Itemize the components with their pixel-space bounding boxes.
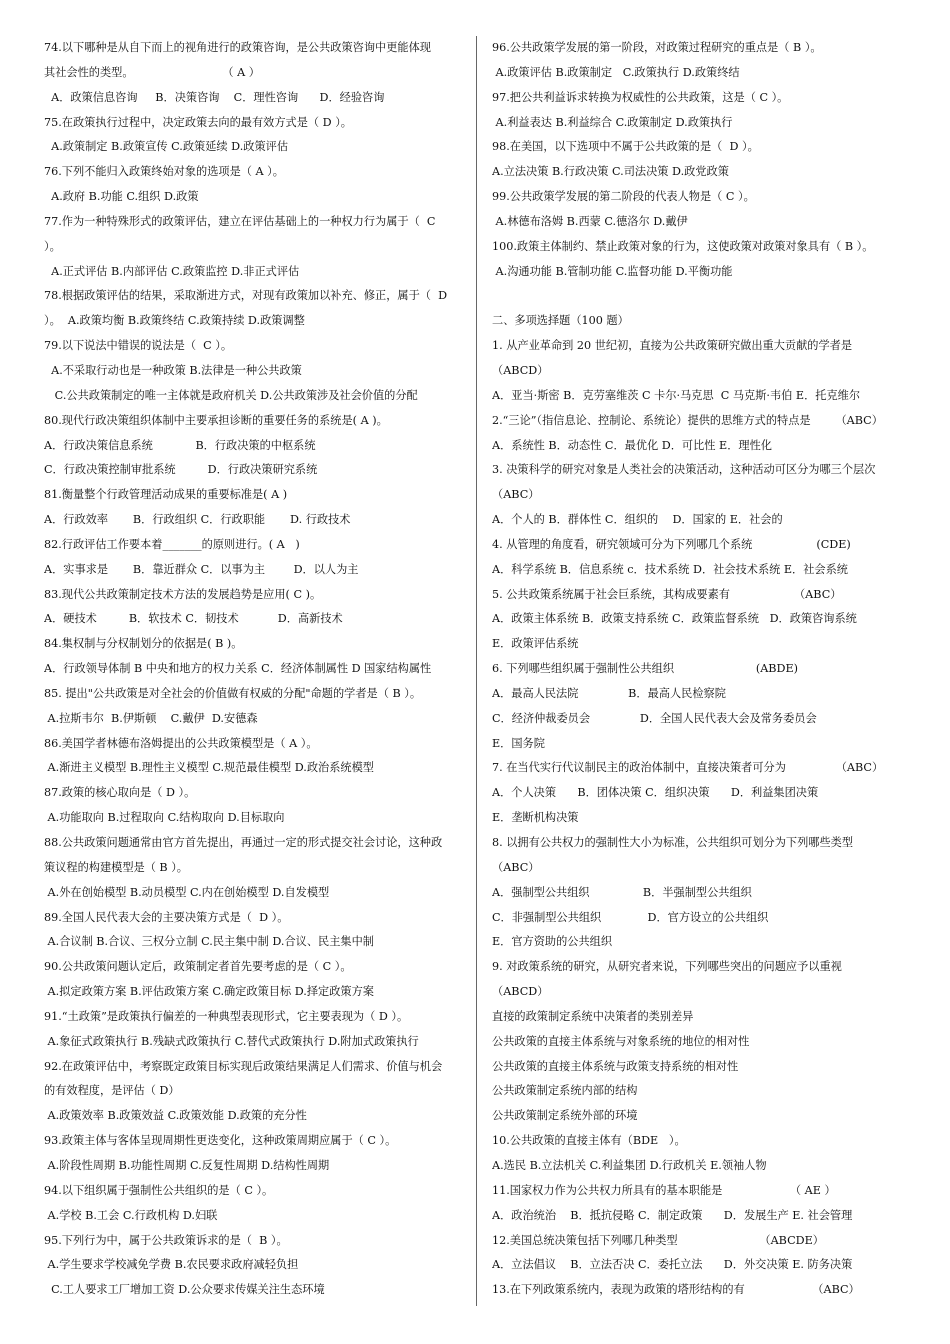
text-line: 80.现代行政决策组织体制中主要承担诊断的重要任务的系统是( A )。: [44, 413, 388, 427]
text-line: A.学生要求学校减免学费 B.农民要求政府减轻负担: [44, 1258, 299, 1272]
text-line: 公共政策的直接主体系统与对象系统的地位的相对性: [492, 1034, 750, 1048]
text-line: 策议程的构建模型是（ B ）。: [44, 860, 188, 874]
text-line: 93.政策主体与客体呈现周期性更迭变化，这种政策周期应属于（ C ）。: [44, 1134, 397, 1148]
text-line: 11.国家权力作为公共权力所具有的基本职能是 （ AE ）: [492, 1183, 836, 1197]
text-line: 98.在美国，以下选项中不属于公共政策的是（ D ）。: [492, 140, 759, 154]
text-line: 88.公共政策问题通常由官方首先提出，再通过一定的形式提交社会讨论，这种政: [44, 836, 443, 849]
text-line: A.功能取向 B.过程取向 C.结构取向 D.目标取向: [44, 811, 285, 825]
column-divider: [476, 36, 477, 1306]
text-line: A.合议制 B.合议、三权分立制 C.民主集中制 D.合议、民主集中制: [44, 935, 374, 949]
text-line: A.政策效率 B.政策效益 C.政策效能 D.政策的充分性: [44, 1109, 307, 1123]
left-column: [44, 36, 464, 1303]
text-line: 二、多项选择题（100 题）: [492, 314, 629, 328]
text-line: 75.在政策执行过程中，决定政策去向的最有效方式是（ D ）。: [44, 115, 352, 129]
text-line: 84.集权制与分权制划分的依据是( B )。: [44, 637, 243, 651]
text-line: 5. 公共政策系统属于社会巨系统，其构成要素有 （ABC）: [492, 587, 842, 601]
text-line: 76.下列不能归入政策终始对象的选项是（ A ）。: [44, 165, 284, 179]
text-line: A．强制型公共组织 B．半强制型公共组织: [492, 885, 752, 899]
text-line: 3. 决策科学的研究对象是人类社会的决策活动，这种活动可区分为哪三个层次: [492, 463, 876, 477]
text-line: 7. 在当代实行代议制民主的政治体制中，直接决策者可分为 （ABC）: [492, 761, 884, 775]
text-line: A．实事求是 B．靠近群众 C．以事为主 D．以人为主: [44, 562, 359, 576]
text-line: 的有效程度，是评估（ D）: [44, 1084, 180, 1098]
text-line: A．个人的 B．群体性 C．组织的 D．国家的 E．社会的: [492, 513, 783, 527]
right-column: [492, 36, 907, 1303]
text-line: A.沟通功能 B.管制功能 C.监督功能 D.平衡功能: [492, 264, 733, 278]
text-line: A.利益表达 B.利益综合 C.政策制定 D.政策执行: [492, 115, 733, 129]
text-line: （ABCD）: [492, 985, 549, 999]
text-line: A．立法倡议 B．立法否决 C．委托立法 D．外交决策 E. 防务决策: [492, 1258, 853, 1272]
text-line: 97.把公共利益诉求转换为权威性的公共政策，这是（ C ）。: [492, 90, 789, 104]
text-line: 100.政策主体制约、禁止政策对象的行为，这使政策对政策对象具有（ B ）。: [492, 239, 874, 253]
text-line: C．非强制型公共组织 D．官方设立的公共组织: [492, 910, 769, 924]
text-line: A.象征式政策执行 B.残缺式政策执行 C.替代式政策执行 D.附加式政策执行: [44, 1034, 419, 1048]
text-line: 公共政策制定系统外部的环境: [492, 1109, 638, 1123]
text-line: 74.以下哪种是从自下而上的视角进行的政策咨询，是公共政策咨询中更能体现: [44, 41, 431, 54]
text-line: A.渐进主义模型 B.理性主义模型 C.规范最佳模型 D.政治系统模型: [44, 761, 374, 775]
text-line: 86.美国学者林德布洛姆提出的公共政策模型是（ A ）。: [44, 736, 318, 750]
text-line: A．政策主体系统 B．政策支持系统 C．政策监督系统 D．政策咨询系统: [492, 612, 857, 626]
text-line: E．垄断机构决策: [492, 811, 579, 825]
text-line: 87.政策的核心取向是（ D ）。: [44, 786, 196, 800]
text-line: A.外在创始模型 B.动员模型 C.内在创始模型 D.自发模型: [44, 885, 330, 899]
text-line: 6. 下列哪些组织属于强制性公共组织 (ABDE): [492, 662, 799, 676]
text-line: 85. 提出"公共政策是对全社会的价值做有权威的分配"命题的学者是（ B ）。: [44, 686, 422, 700]
text-line: 77.作为一种特殊形式的政策评估，建立在评估基础上的一种权力行为属于（ C: [44, 214, 436, 228]
text-line: 公共政策的直接主体系统与政策支持系统的相对性: [492, 1059, 739, 1073]
text-line: 1. 从产业革命到 20 世纪初，直接为公共政策研究做出重大贡献的学者是: [492, 339, 853, 353]
text-line: 9. 对政策系统的研究，从研究者来说，下列哪些突出的问题应予以重视: [492, 960, 842, 974]
text-line: 公共政策制定系统内部的结构: [492, 1084, 638, 1098]
text-line: （ABC）: [492, 488, 540, 502]
text-line: 10.公共政策的直接主体有（BDE ）。: [492, 1134, 686, 1148]
text-line: A．最高人民法院 B．最高人民检察院: [492, 686, 726, 700]
text-line: C.工人要求工厂增加工资 D.公众要求传媒关注生态环境: [44, 1283, 325, 1297]
text-line: 99.公共政策学发展的第二阶段的代表人物是（ C ）。: [492, 190, 755, 204]
text-line: 92.在政策评估中，考察既定政策目标实现后政策结果满足人们需求、价值与机会: [44, 1059, 443, 1073]
text-line: A.立法决策 B.行政决策 C.司法决策 D.政党政策: [492, 165, 729, 179]
text-line: 81.衡量整个行政管理活动成果的重要标准是( A ): [44, 488, 288, 502]
text-line: 96.公共政策学发展的第一阶段，对政策过程研究的重点是（ B ）。: [492, 41, 822, 54]
text-line: A.林德布洛姆 B.西蒙 C.德洛尔 D.戴伊: [492, 214, 688, 228]
text-line: A．硬技术 B．软技术 C．韧技术 D．高新技术: [44, 612, 343, 626]
text-line: 91.“土政策”是政策执行偏差的一种典型表现形式，它主要表现为（ D ）。: [44, 1009, 409, 1023]
text-line: C．经济仲裁委员会 D．全国人民代表大会及常务委员会: [492, 711, 817, 725]
text-line: A．科学系统 B．信息系统 c．技术系统 D．社会技术系统 E．社会系统: [492, 562, 848, 576]
text-line: E．国务院: [492, 736, 545, 750]
text-line: 95.下列行为中，属于公共政策诉求的是（ B ）。: [44, 1233, 288, 1247]
text-line: 90.公共政策问题认定后，政策制定者首先要考虑的是（ C ）。: [44, 960, 352, 974]
text-line: A.政策评估 B.政策制定 C.政策执行 D.政策终结: [492, 65, 740, 79]
text-line: A.学校 B.工会 C.行政机构 D.妇联: [44, 1208, 218, 1222]
text-line: A.政策制定 B.政策宣传 C.政策延续 D.政策评估: [44, 140, 289, 154]
text-line: [492, 284, 907, 309]
text-line: A．系统性 B．动态性 C．最优化 D．可比性 E．理性化: [492, 438, 772, 452]
text-line: 其社会性的类型。 （ A ）: [44, 65, 260, 79]
text-line: A．政策信息咨询 B．决策咨询 C．理性咨询 D．经验咨询: [44, 90, 385, 104]
text-line: A.政府 B.功能 C.组织 D.政策: [44, 190, 199, 204]
text-line: E．官方资助的公共组织: [492, 935, 613, 949]
text-line: A．政治统治 B．抵抗侵略 C．制定政策 D．发展生产 E. 社会管理: [492, 1208, 853, 1222]
text-line: 12.美国总统决策包括下列哪几种类型 （ABCDE）: [492, 1233, 824, 1247]
text-line: A.阶段性周期 B.功能性周期 C.反复性周期 D.结构性周期: [44, 1158, 330, 1172]
text-line: 94.以下组织属于强制性公共组织的是（ C ）。: [44, 1183, 274, 1197]
text-line: ）。 A.政策均衡 B.政策终结 C.政策持续 D.政策调整: [44, 314, 305, 328]
text-line: A．行政领导体制 B 中央和地方的权力关系 C．经济体制属性 D 国家结构属性: [44, 662, 432, 676]
text-line: （ABC）: [492, 860, 540, 874]
text-line: A．亚当·斯密 B．克劳塞维茨 C 卡尔·马克思 C 马克斯·韦伯 E．托克维尔: [492, 388, 861, 402]
text-line: 89.全国人民代表大会的主要决策方式是（ D ）。: [44, 910, 289, 924]
text-line: 79.以下说法中错误的说法是（ C ）。: [44, 339, 233, 353]
text-line: C.公共政策制定的唯一主体就是政府机关 D.公共政策涉及社会价值的分配: [44, 388, 418, 402]
text-line: ）。: [44, 239, 61, 253]
text-line: 82.行政评估工作要本着_______的原则进行。( A ): [44, 537, 300, 551]
text-line: A．行政决策信息系统 B．行政决策的中枢系统: [44, 438, 316, 452]
text-line: C．行政决策控制审批系统 D．行政决策研究系统: [44, 463, 318, 477]
text-line: 78.根据政策评估的结果，采取渐进方式，对现有政策加以补充、修正，属于（ D: [44, 289, 448, 303]
text-line: A.拟定政策方案 B.评估政策方案 C.确定政策目标 D.择定政策方案: [44, 985, 374, 999]
text-line: 直接的政策制定系统中决策者的类别差异: [492, 1009, 694, 1023]
text-line: 83.现代公共政策制定技术方法的发展趋势是应用( C )。: [44, 587, 322, 601]
text-line: 4. 从管理的角度看，研究领域可分为下列哪几个系统 (CDE): [492, 537, 851, 551]
text-line: （ABCD）: [492, 363, 549, 377]
text-line: A.选民 B.立法机关 C.利益集团 D.行政机关 E.领袖人物: [492, 1158, 767, 1172]
text-line: 13.在下列政策系统内，表现为政策的塔形结构的有 （ABC）: [492, 1283, 860, 1297]
text-line: A．行政效率 B．行政组织 C．行政职能 D. 行政技术: [44, 513, 351, 527]
text-line: E．政策评估系统: [492, 637, 579, 651]
text-line: A.不采取行动也是一种政策 B.法律是一种公共政策: [44, 363, 302, 377]
text-line: 8. 以拥有公共权力的强制性大小为标准，公共组织可划分为下列哪些类型: [492, 836, 854, 849]
text-line: A.拉斯韦尔 B.伊斯顿 C.戴伊 D.安德森: [44, 711, 258, 725]
text-line: A．个人决策 B．团体决策 C．组织决策 D．利益集团决策: [492, 786, 819, 800]
text-line: 2.“三论”（指信息论、控制论、系统论）提供的思维方式的特点是 （ABC）: [492, 413, 883, 427]
text-line: A.正式评估 B.内部评估 C.政策监控 D.非正式评估: [44, 264, 300, 278]
